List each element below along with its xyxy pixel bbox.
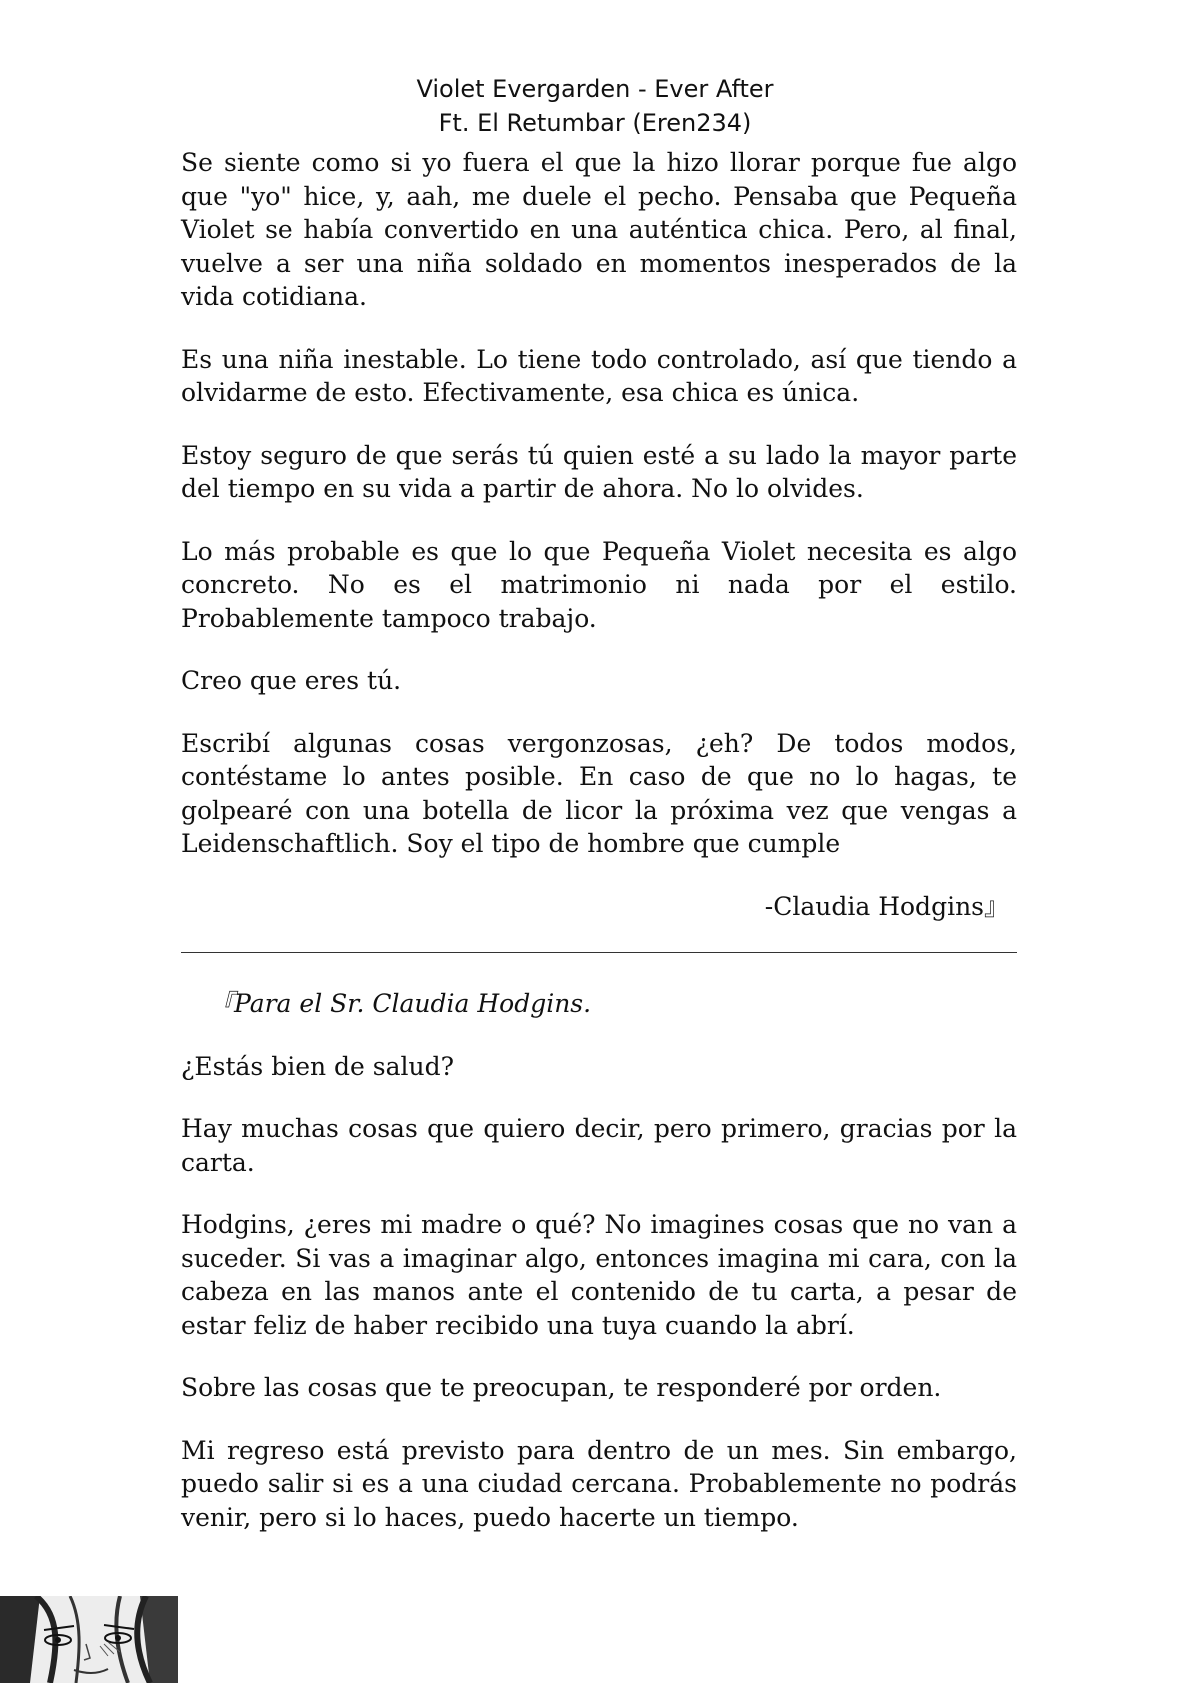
paragraph: Se siente como si yo fuera el que la hizo llorar porque fue algo que "yo" hice, y, aah, me duele el pecho. Pensaba que Pequeña Violet se había convertido en una auténtica chica. Pero, al final, vuelve a ser una niña soldado en momentos inesperados de la vida cotidiana. [181,148,1017,311]
paragraph: Sobre las cosas que te preocupan, te responderé por orden. [181,1373,942,1402]
portrait-illustration [0,1596,178,1683]
header-credit: Ft. El Retumbar (Eren234) [438,109,752,137]
paragraph: Estoy seguro de que serás tú quien esté a su lado la mayor parte del tiempo en su vida a partir de ahora. No lo olvides. [181,440,1017,503]
document-body [181,146,1017,1563]
paragraph: Es una niña inestable. Lo tiene todo controlado, así que tiendo a olvidarme de esto. Efectivamente, esa chica es única. [181,344,1017,407]
paragraph: Mi regreso está previsto para dentro de un mes. Sin embargo, puedo salir si es a una ciudad cercana. Probablemente no podrás venir, pero si lo haces, puedo hacerte un tiempo. [181,1435,1017,1532]
salutation: 『Para el Sr. Claudia Hodgins. [209,989,592,1018]
page-header [0,72,1190,140]
paragraph: Creo que eres tú. [181,666,402,695]
paragraph: Escribí algunas cosas vergonzosas, ¿eh? De todos modos, contéstame lo antes posible. En caso de que no lo hagas, te golpearé con una botella de licor la próxima vez que vengas a Leidenschaftlich. Soy el tipo de hombre que cumple [181,728,1017,858]
signature: -Claudia Hodgins』 [764,891,1009,921]
manga-portrait-thumbnail [0,1596,178,1683]
section-divider [181,952,1017,953]
paragraph: ¿Estás bien de salud? [181,1051,455,1081]
header-title: Violet Evergarden - Ever After [416,75,774,103]
paragraph: Hay muchas cosas que quiero decir, pero primero, gracias por la carta. [181,1114,1017,1177]
paragraph: Hodgins, ¿eres mi madre o qué? No imagines cosas que no van a suceder. Si vas a imaginar algo, entonces imagina mi cara, con la cabeza en las manos ante el contenido de tu carta, a pesar de estar feliz de haber recibido una tuya cuando la abrí. [181,1210,1017,1340]
paragraph: Lo más probable es que lo que Pequeña Violet necesita es algo concreto. No es el matrimonio ni nada por el estilo. Probablemente tampoco trabajo. [181,536,1017,633]
